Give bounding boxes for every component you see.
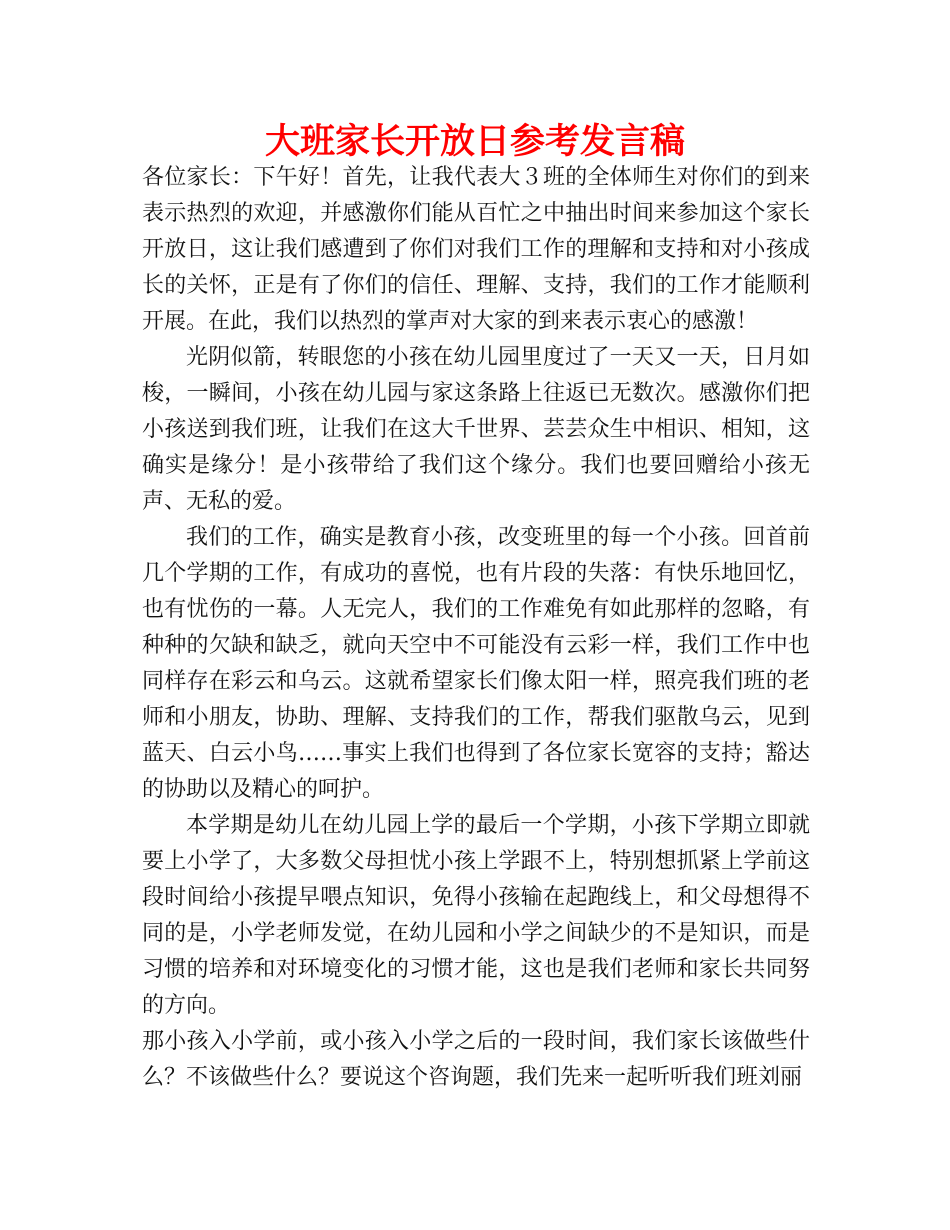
paragraph-this-semester: 本学期是幼儿在幼儿园上学的最后一个学期，小孩下学期立即就要上小学了，大多数父母担忧小孩上学跟不上，特别想抓紧上学前这段时间给小孩提早喂点知识，免得小孩输在起跑线上，和父母想得不同的是，小学老师发觉，在幼儿园和小学之间缺少的不是知识，而是习惯的培养和对环境变化的习惯才能，这也是我们老师和家长共同努的方向。 xyxy=(142,813,810,1018)
document-body xyxy=(142,160,810,1096)
paragraph-time-passing: 光阴似箭，转眼您的小孩在幼儿园里度过了一天又一天，日月如梭，一瞬间，小孩在幼儿园与家这条路上往返已无数次。感激你们把小孩送到我们班，让我们在这大千世界、芸芸众生中相识、相知，这确实是缘分！是小孩带给了我们这个缘分。我们也要回赠给小孩无声、无私的爱。 xyxy=(142,345,810,514)
paragraph-our-work: 我们的工作，确实是教育小孩，改变班里的每一个小孩。回首前几个学期的工作，有成功的喜悦，也有片段的失落：有快乐地回忆，也有忧伤的一幕。人无完人，我们的工作难免有如此那样的忽略，有种种的欠缺和缺乏，就向天空中不可能没有云彩一样，我们工作中也同样存在彩云和乌云。这就希望家长们像太阳一样，照亮我们班的老师和小朋友，协助、理解、支持我们的工作，帮我们驱散乌云，见到蓝天、白云小鸟……事实上我们也得到了各位家长宽容的支持；豁达的协助以及精心的呵护。 xyxy=(142,525,810,802)
paragraph-greeting: 各位家长：下午好！首先，让我代表大３班的全体师生对你们的到来表示热烈的欢迎，并感激你们能从百忙之中抽出时间来参加这个家长开放日，这让我们感遭到了你们对我们工作的理解和支持和对小孩成长的关怀，正是有了你们的信任、理解、支持，我们的工作才能顺利开展。在此，我们以热烈的掌声对大家的到来表示衷心的感激！ xyxy=(142,165,810,334)
paragraph-before-school: 那小孩入小学前，或小孩入小学之后的一段时间，我们家长该做些什么？不该做些什么？要说这个咨询题，我们先来一起听听我们班刘丽 xyxy=(142,1029,810,1090)
document-title: 大班家长开放日参考发言稿 xyxy=(264,122,685,162)
